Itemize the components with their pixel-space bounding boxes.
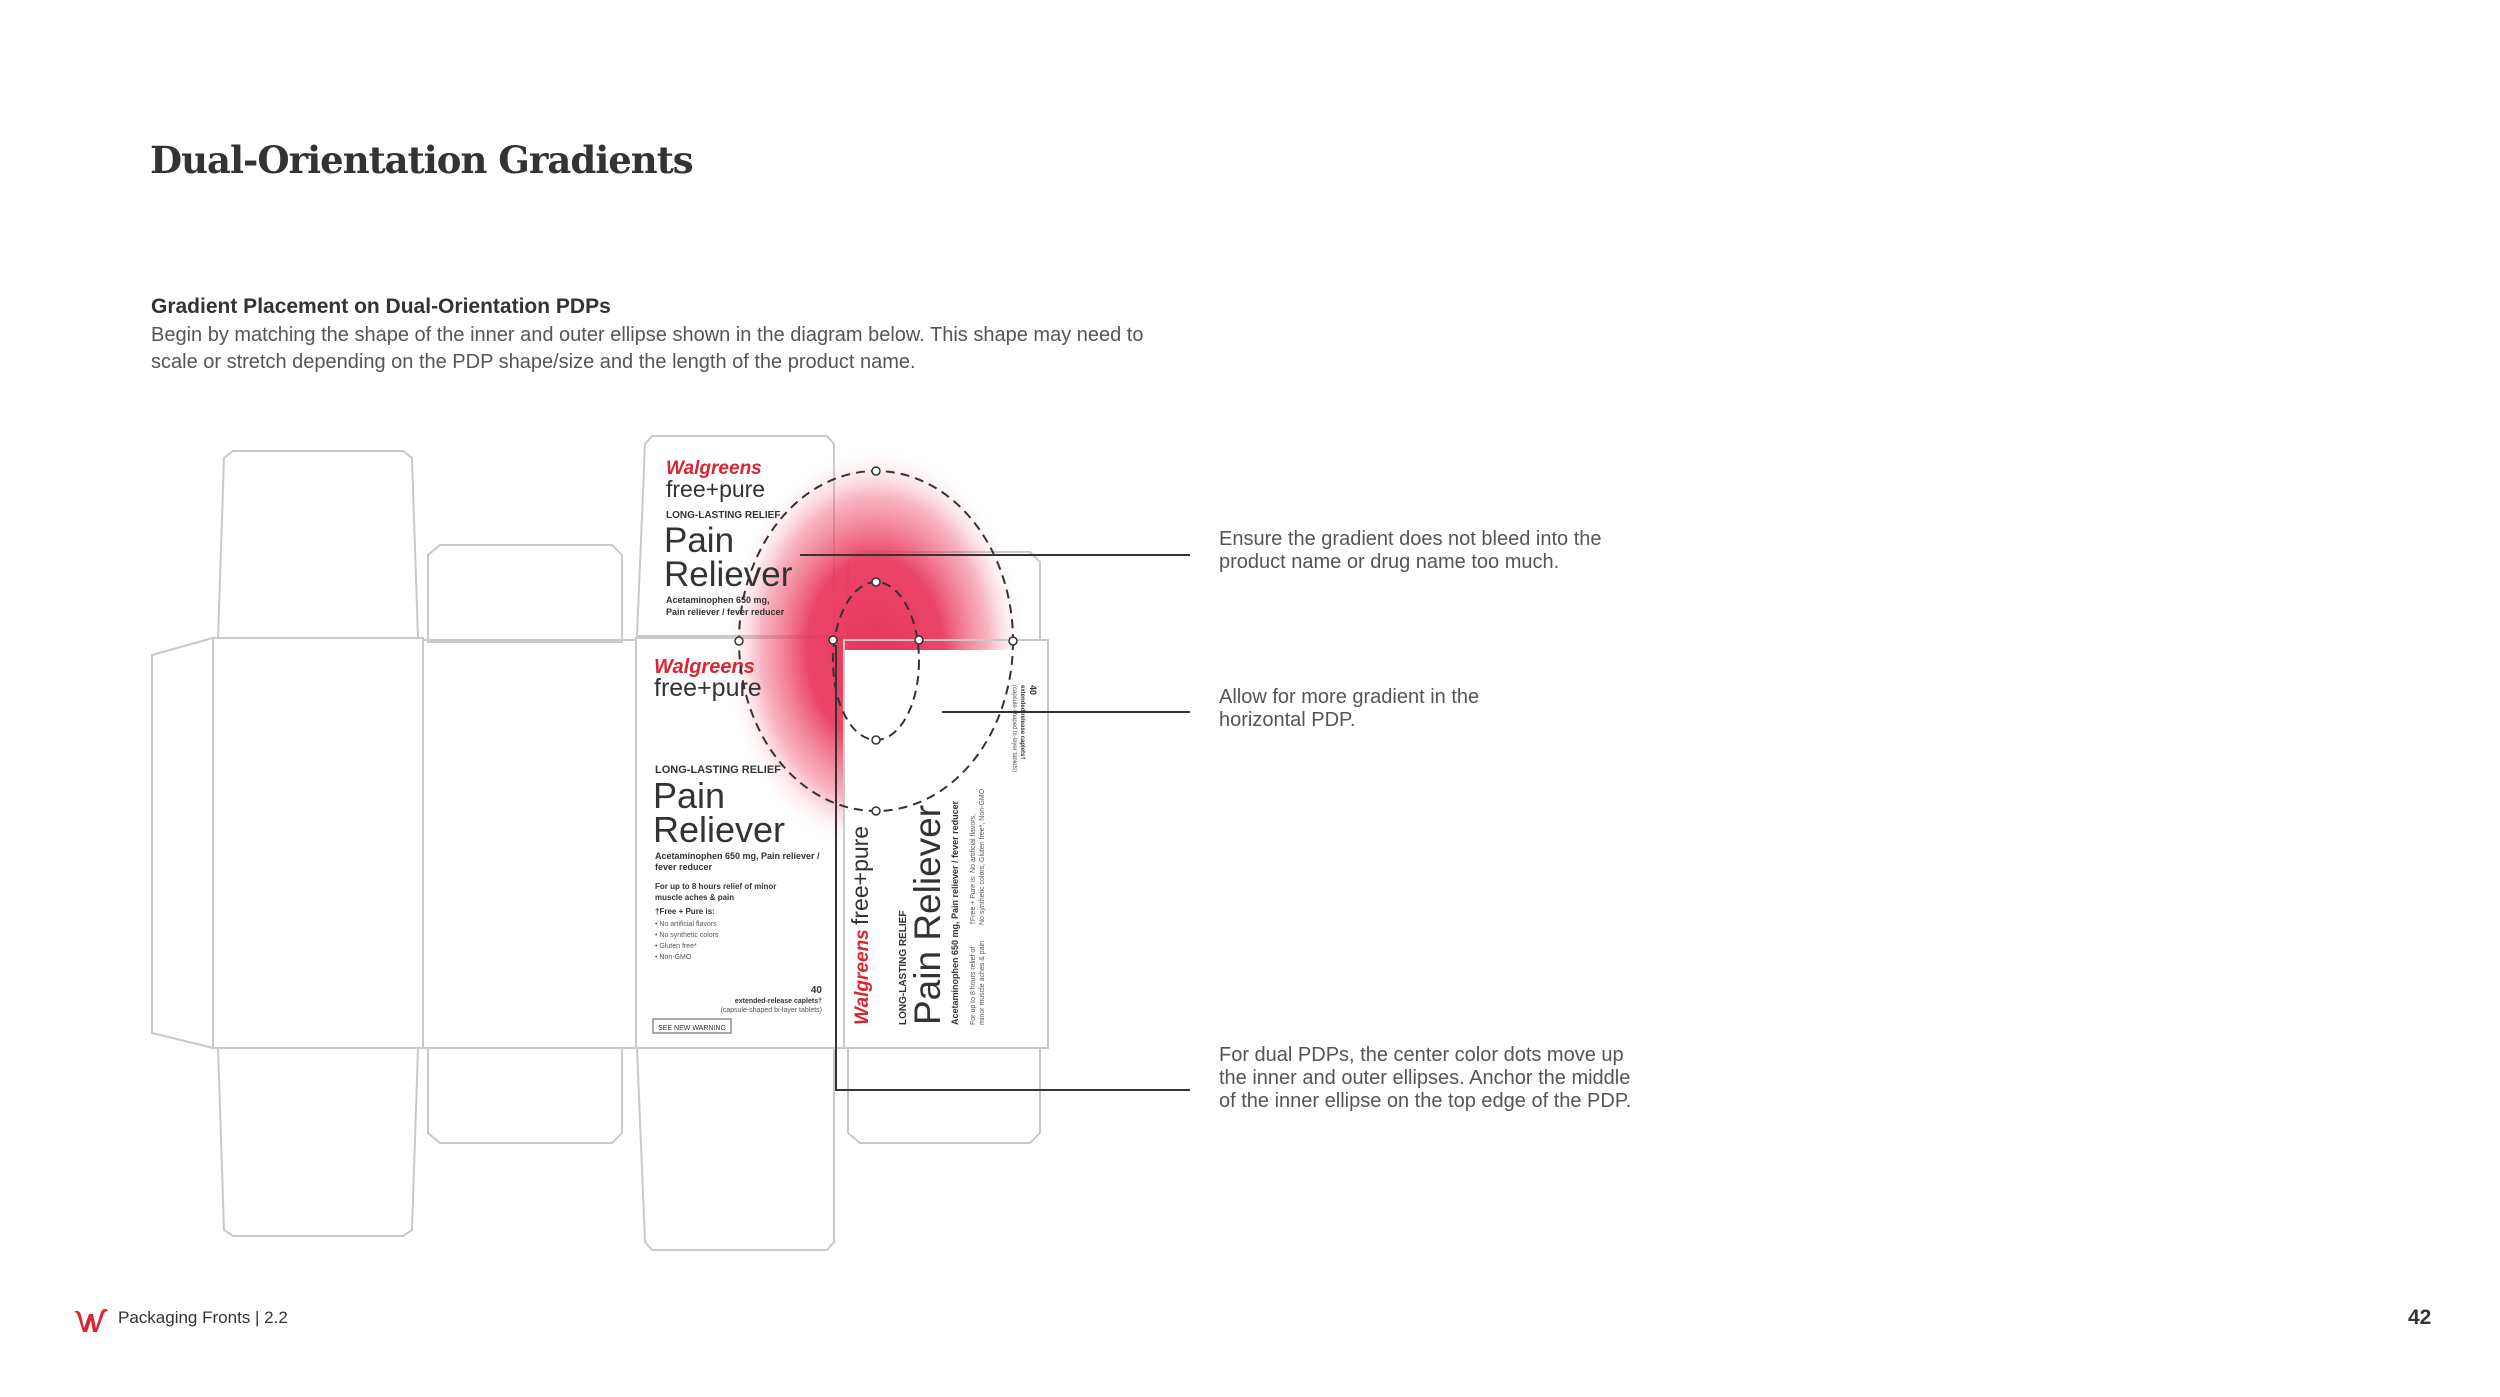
front-free-pure-item: • Gluten free* <box>655 943 697 950</box>
front-free-pure-item: • No synthetic colors <box>655 932 719 939</box>
front-tagline: LONG-LASTING RELIEF <box>655 764 781 776</box>
glue-flap <box>152 638 213 1048</box>
callout-gradient-bleed: Ensure the gradient does not bleed into the product name or drug name too much. <box>1219 528 1602 573</box>
top-line-name: free+pure <box>666 476 766 502</box>
callout-center-dots: For dual PDPs, the center color dots move up the inner and outer ellipses. Anchor the middle of the inner ellipse on the top edge of the PDP. <box>1219 1044 1632 1112</box>
outer-left-point <box>735 637 743 645</box>
front-drug-line-2: fever reducer <box>655 862 713 872</box>
back-panel <box>213 638 423 1048</box>
footer-section-label: Packaging Fronts | 2.2 <box>118 1308 288 1327</box>
front-warning: SEE NEW WARNING <box>658 1025 726 1032</box>
section-description: Begin by matching the shape of the inner and outer ellipse shown in the diagram below. This shape may need to scale or stretch depending on the PDP shape/size and the length of the product name. <box>151 324 1144 373</box>
front-free-pure-header: †Free + Pure is: <box>655 907 715 916</box>
front-count: 40 <box>810 985 822 996</box>
front-free-pure-item: • Non-GMO <box>655 954 692 961</box>
dust-flap-top-left <box>428 545 622 642</box>
front-benefit-line-1: For up to 8 hours relief of minor <box>655 882 777 891</box>
page-title: Dual-Orientation Gradients <box>150 138 693 182</box>
section-subheading: Gradient Placement on Dual-Orientation PDPs <box>151 295 611 318</box>
top-drug-line-2: Pain reliever / fever reducer <box>666 607 785 617</box>
front-brand-logo: Walgreens <box>654 656 755 678</box>
side-count-desc-1: extended-release caplets† <box>1019 685 1025 760</box>
dust-flap-bottom-left <box>428 1048 622 1143</box>
top-brand-logo: Walgreens <box>666 458 762 479</box>
side-free-pure-line-1: †Free + Pure is: No artificial flavors, <box>970 813 977 925</box>
outer-bottom-point <box>872 807 880 815</box>
bottom-panel <box>637 1048 834 1250</box>
inner-top-point <box>872 578 880 586</box>
side-drug-line: Acetaminophen 650 mg, Pain reliever / fever reducer <box>950 800 960 1025</box>
left-side-panel <box>423 640 636 1048</box>
outer-right-point <box>1009 637 1017 645</box>
front-product-name-1: Pain <box>653 775 726 816</box>
inner-left-point <box>829 636 837 644</box>
outer-top-point <box>872 467 880 475</box>
dust-flap-bottom-right <box>848 1048 1040 1143</box>
top-product-name-1: Pain <box>664 521 735 560</box>
front-drug-line-1: Acetaminophen 650 mg, Pain reliever / <box>655 851 820 861</box>
front-product-name-2: Reliever <box>653 809 786 850</box>
side-tagline: LONG-LASTING RELIEF <box>898 910 909 1025</box>
inner-bottom-point <box>872 736 880 744</box>
bottom-flap-left <box>218 1048 418 1236</box>
front-count-desc-2: (capsule-shaped bi-layer tablets) <box>720 1007 822 1014</box>
side-benefit-line-1: For up to 8 hours relief of <box>970 946 977 1025</box>
front-benefit-line-2: muscle aches & pain <box>655 893 735 902</box>
side-brand-logo: Walgreens <box>852 929 873 1025</box>
inner-right-point <box>915 636 923 644</box>
top-flap-left <box>218 451 418 638</box>
front-free-pure-item: • No artificial flavors <box>655 921 717 928</box>
top-drug-line-1: Acetaminophen 650 mg, <box>666 595 770 605</box>
page-number: 42 <box>2408 1306 2432 1329</box>
side-free-pure-line-2: No synthetic colors, Gluten free*, Non-GMO <box>979 788 986 925</box>
callout-horizontal-gradient: Allow for more gradient in the horizontal PDP. <box>1219 686 1480 731</box>
front-count-desc-1: extended-release caplets† <box>734 998 822 1005</box>
walgreens-w-logo <box>72 1306 110 1334</box>
front-line-name: free+pure <box>654 674 762 702</box>
top-tagline: LONG-LASTING RELIEF <box>666 510 781 521</box>
side-count-desc-2: (capsule-shaped bi-layer tablets) <box>1011 685 1017 773</box>
top-product-name-2: Reliever <box>664 555 793 594</box>
side-count: 40 <box>1028 685 1038 696</box>
side-product-name: Pain Reliever <box>907 804 948 1025</box>
side-line-name: free+pure <box>847 825 873 925</box>
side-benefit-line-2: minor muscle aches & pain <box>979 940 986 1025</box>
